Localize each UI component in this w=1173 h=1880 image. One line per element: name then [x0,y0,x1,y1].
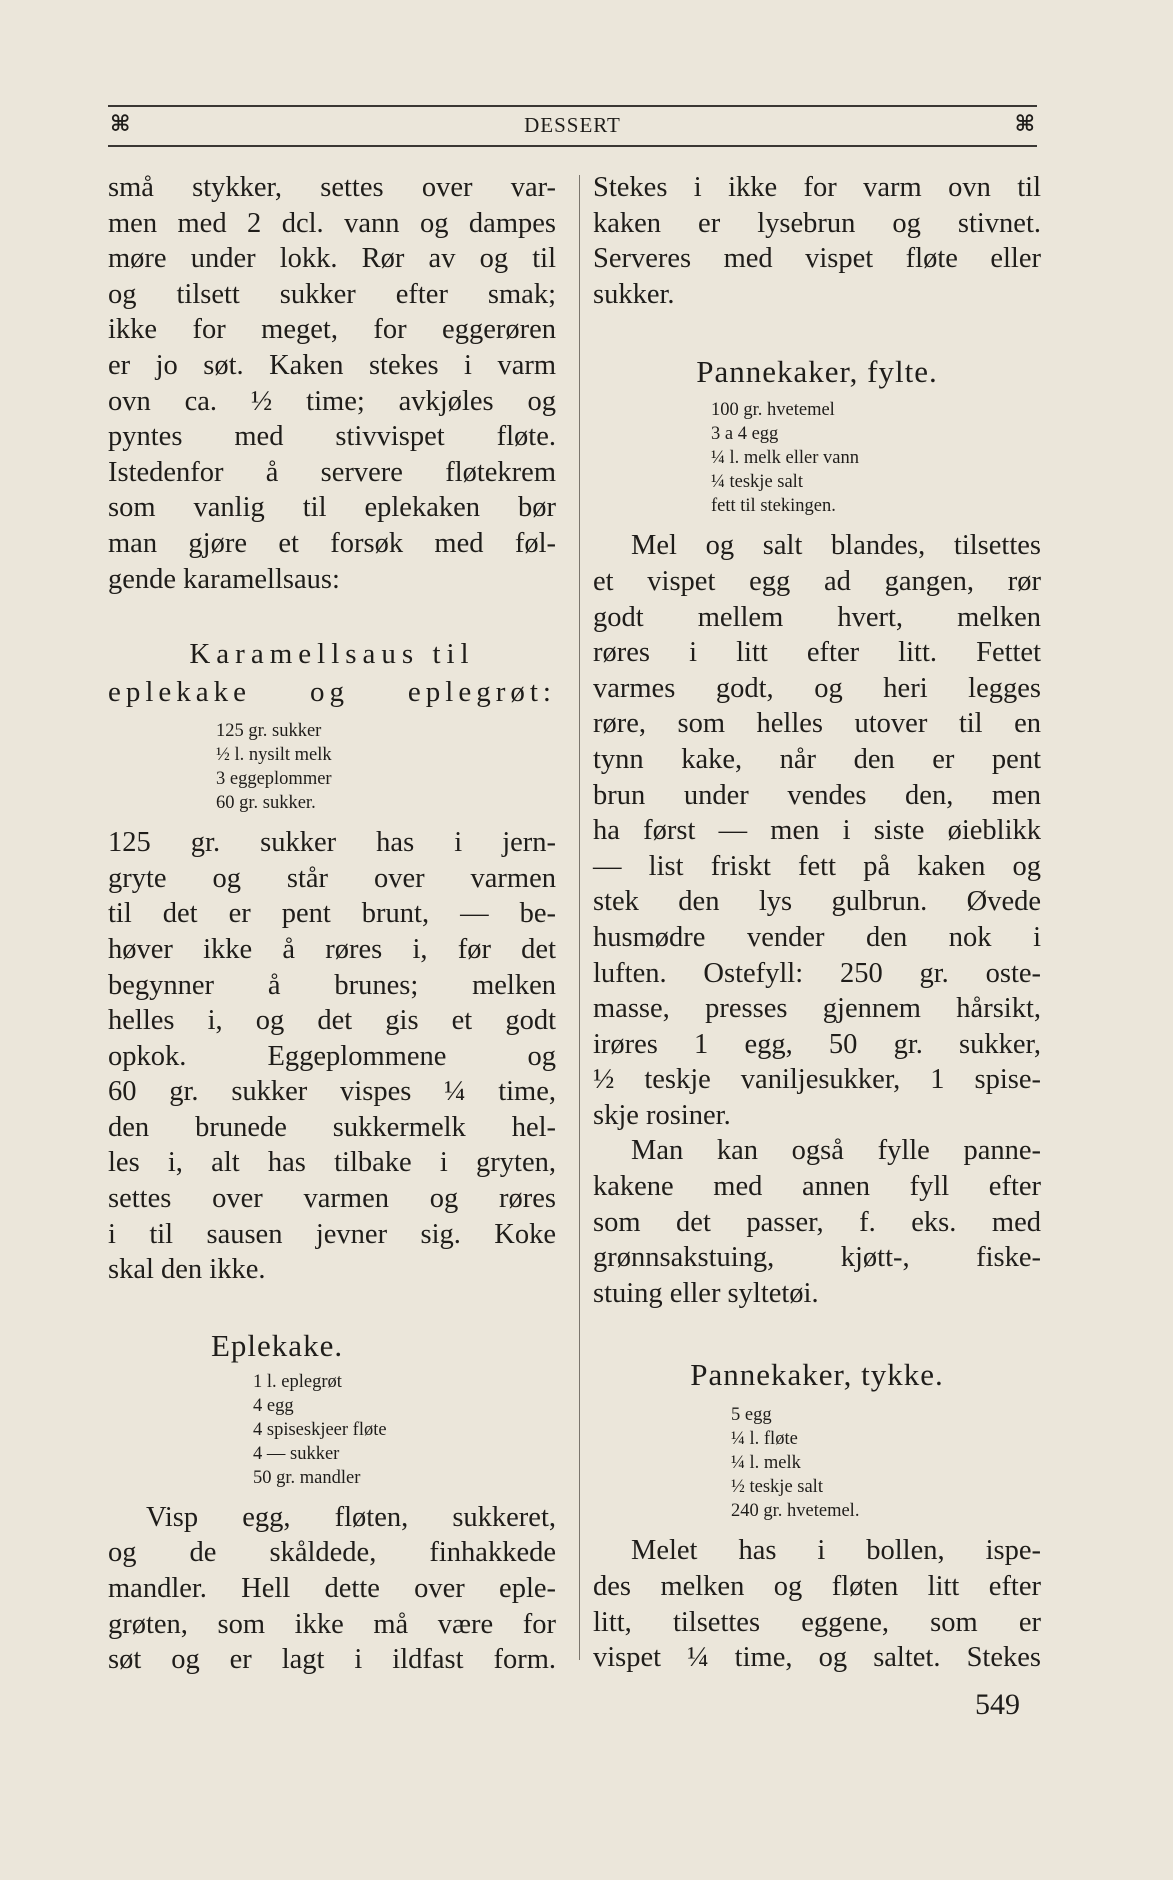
text-line: møre under lokk. Rør av og til [108,243,556,275]
text-line: røre, som helles utover til en [593,708,1041,740]
text-line: Stekes i ikke for varm ovn til [593,172,1041,203]
text-line: ha først — men i siste øieblikk [593,815,1041,847]
ingredient-item: 1 l. eplegrøt [253,1371,342,1392]
text-line: les i, alt has tilbake i gryten, [108,1147,556,1179]
ingredient-item: 5 egg [731,1405,772,1426]
text-line: men med 2 dcl. vann og dampes [108,207,556,239]
text-line: ½ teskje vaniljesukker, 1 spise- [593,1064,1041,1096]
sauce-title-line-2: eplekake og eplegrøt: [108,676,556,709]
text-line: Visp egg, fløten, sukkeret, [146,1501,556,1533]
text-line: skje rosiner. [593,1099,731,1131]
text-line: godt mellem hvert, melken [593,601,1041,633]
running-header [108,105,1037,147]
text-line: et vispet egg ad gangen, rør [593,565,1041,597]
text-line: kakene med annen fyll efter [593,1171,1041,1203]
fylte-ingredient-list [593,398,1041,518]
text-line: stuing eller syltetøi. [593,1277,819,1309]
text-line: grønnsakstuing, kjøtt-, fiske- [593,1242,1041,1274]
ingredient-item: 4 — sukker [253,1443,340,1464]
text-line: skal den ikke. [108,1254,266,1286]
text-line: 60 gr. sukker vispes ¼ time, [108,1076,556,1108]
ingredient-item: ½ l. nysilt melk [216,745,332,766]
sauce-title-line-1: Karamellsaus til [189,638,475,671]
ingredient-item: ¼ l. fløte [731,1429,798,1450]
header-right-ornament: ⌘ [1014,111,1035,136]
ingredient-item: 125 gr. sukker [216,721,322,742]
text-line: kaken er lysebrun og stivnet. [593,207,1041,239]
text-line: husmødre vender den nok i [593,921,1041,953]
ingredient-item: ¼ teskje salt [711,472,803,493]
paragraph-apple-cake-end [108,170,556,597]
paragraph-fylte-method [593,528,1041,1133]
text-line: Man kan også fylle panne- [631,1135,1041,1167]
text-line: stek den lys gulbrun. Øvede [593,886,1041,918]
ingredient-item: 60 gr. sukker. [216,793,316,814]
ingredient-item: fett til stekingen. [711,496,836,517]
text-line: som vanlig til eplekaken bør [108,492,556,524]
text-line: varmes godt, og heri legges [593,672,1041,704]
text-line: små stykker, settes over var- [108,172,556,203]
text-line: settes over varmen og røres [108,1183,556,1215]
ingredient-item: 240 gr. hvetemel. [731,1501,860,1522]
text-line: irøres 1 egg, 50 gr. sukker, [593,1028,1041,1060]
text-line: Melet has i bollen, ispe- [631,1535,1041,1567]
text-line: i til sausen jevner sig. Koke [108,1218,556,1250]
text-line: grøten, som ikke må være for [108,1608,556,1640]
text-line: opkok. Eggeplommene og [108,1040,556,1072]
text-line: vispet ¼ time, og saltet. Stekes [593,1642,1041,1674]
text-line: litt, tilsettes eggene, som er [593,1606,1041,1638]
text-line: — list friskt fett på kaken og [593,850,1041,882]
text-line: mandler. Hell dette over eple- [108,1573,556,1605]
ingredient-item: 4 spiseskjeer fløte [253,1419,387,1440]
recipe-title-eplekake: Eplekake. [211,1327,344,1363]
text-line: som det passer, f. eks. med [593,1206,1041,1238]
ingredient-item: 3 a 4 egg [711,424,779,445]
text-line: Mel og salt blandes, tilsettes [631,530,1041,562]
text-line: Serveres med vispet fløte eller [593,243,1041,275]
left-column [108,170,556,1678]
text-line: er jo søt. Kaken stekes i varm [108,349,556,381]
recipe-title-pannekaker-fylte: Pannekaker, fylte. [696,354,938,390]
sauce-ingredient-list [108,719,556,815]
paragraph-tykke-method [593,1533,1041,1675]
eplekake-ingredient-list [108,1370,556,1490]
right-column [593,170,1041,1676]
text-line: til det er pent brunt, — be- [108,898,556,930]
column-divider [579,175,580,1660]
header-left-ornament: ⌘ [110,111,131,136]
text-line: masse, presses gjennem hårsikt, [593,993,1041,1025]
recipe-title-pannekaker-tykke: Pannekaker, tykke. [690,1357,944,1393]
text-line: og tilsett sukker efter smak; [108,278,556,310]
text-line: luften. Ostefyll: 250 gr. oste- [593,957,1041,989]
text-line: ovn ca. ½ time; avkjøles og [108,385,556,417]
text-line: helles i, og det gis et godt [108,1005,556,1037]
ingredient-item: 4 egg [253,1395,294,1416]
text-line: begynner å brunes; melken [108,969,556,1001]
text-line: Istedenfor å servere fløtekrem [108,456,556,488]
text-line: gryte og står over varmen [108,862,556,894]
text-line: høver ikke å røres i, før det [108,933,556,965]
ingredient-item: 50 gr. mandler [253,1467,361,1488]
ingredient-item: ½ teskje salt [731,1477,823,1498]
tykke-ingredient-list [593,1403,1041,1523]
text-line: ikke for meget, for eggerøren [108,314,556,346]
paragraph-eplekake-baking [593,170,1041,312]
text-line: sukker. [593,278,675,310]
text-line: søt og er lagt i ildfast form. [108,1644,556,1676]
text-line: røres i litt efter litt. Fettet [593,637,1041,669]
text-line: den brunede sukkermelk hel- [108,1111,556,1143]
text-line: 125 gr. sukker has i jern- [108,827,556,859]
paragraph-eplekake-method [108,1500,556,1678]
ingredient-item: ¼ l. melk eller vann [711,448,859,469]
paragraph-sauce-method [108,825,556,1288]
text-line: og de skåldede, finhakkede [108,1537,556,1569]
text-line: brun under vendes den, men [593,779,1041,811]
text-line: des melken og fløten litt efter [593,1571,1041,1603]
ingredient-item: ¼ l. melk [731,1453,801,1474]
header-title: DESSERT [524,113,621,137]
text-line: gende karamellsaus: [108,563,340,595]
ingredient-item: 3 eggeplommer [216,769,332,790]
text-line: tynn kake, når den er pent [593,743,1041,775]
text-line: pyntes med stivvispet fløte. [108,421,556,453]
page-number: 549 [975,1688,1020,1721]
text-line: man gjøre et forsøk med føl- [108,527,556,559]
paragraph-fylte-variations [593,1133,1041,1311]
ingredient-item: 100 gr. hvetemel [711,400,835,421]
